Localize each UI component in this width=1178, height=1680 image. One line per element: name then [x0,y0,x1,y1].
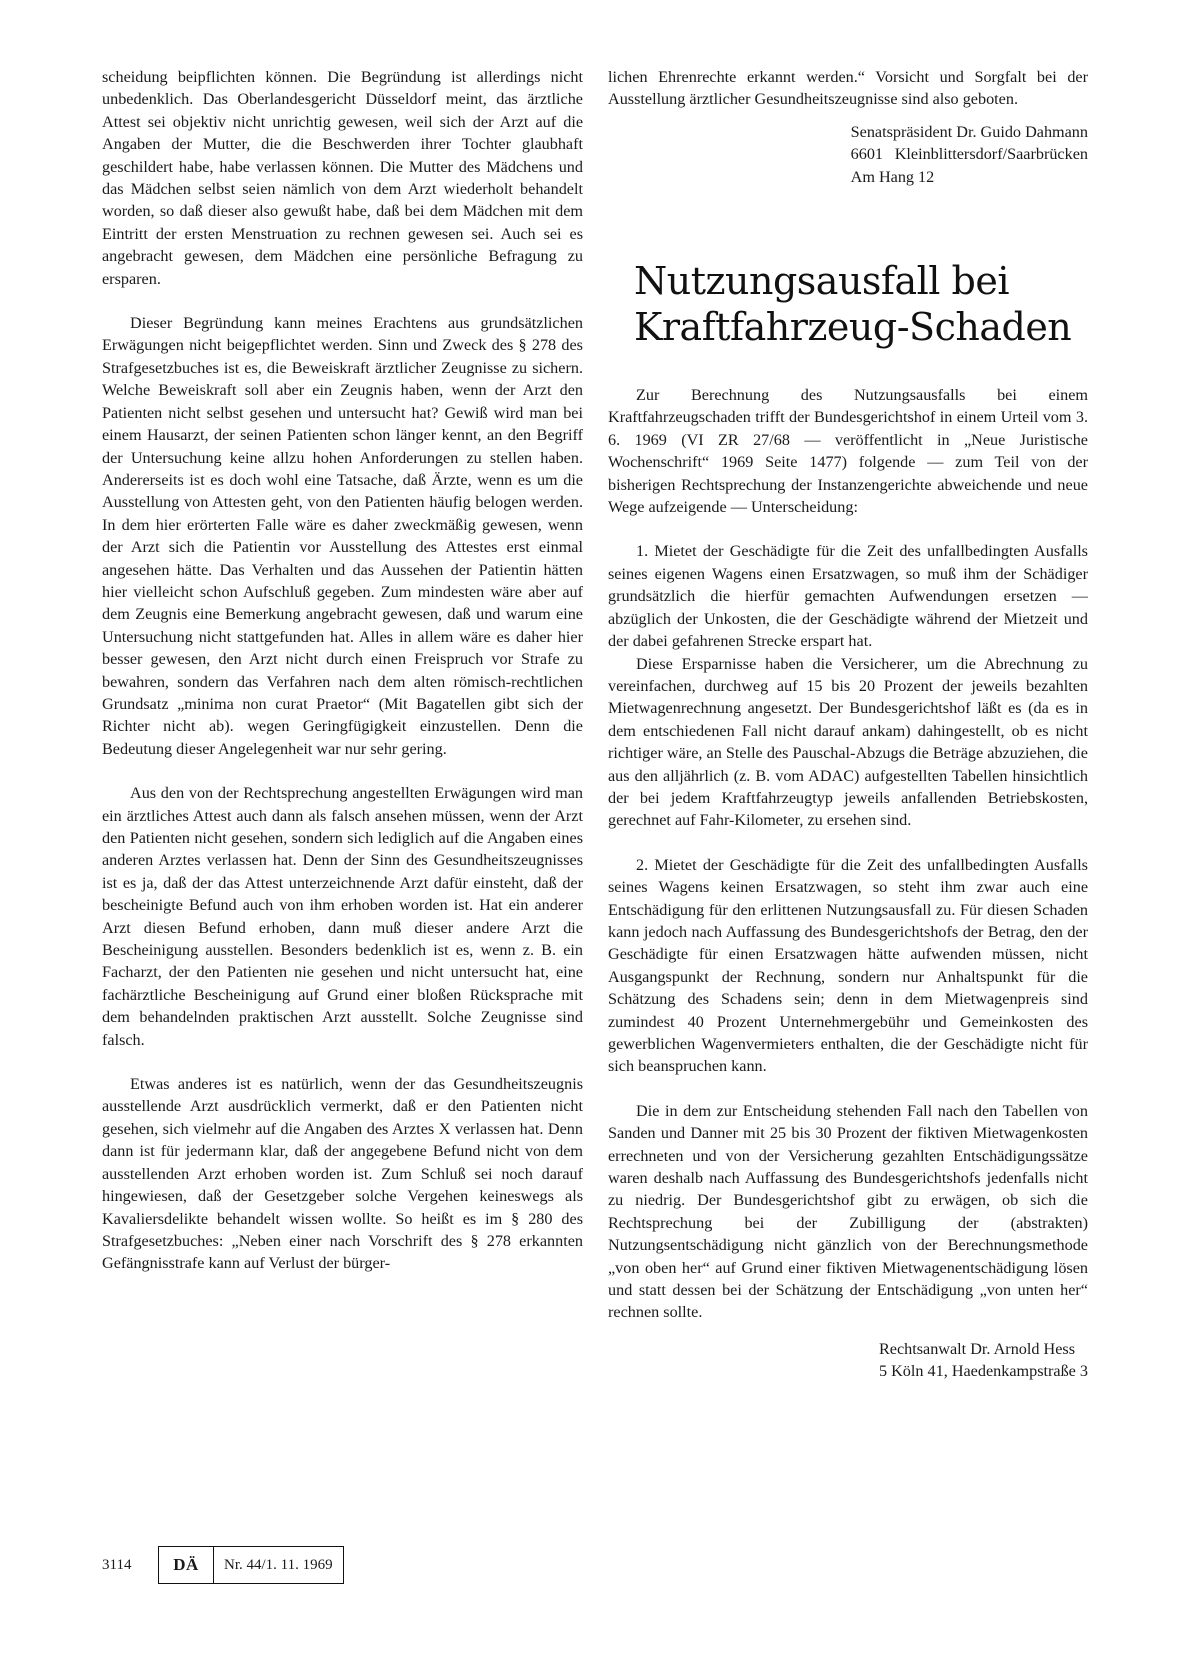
article-title [634,258,1088,350]
journal-logo: DÄ [159,1547,214,1583]
journal-box [158,1546,344,1584]
paragraph: 2. Mietet der Geschädigte für die Zeit des unfallbedingten Ausfalls seines Wagens keinen Ersatzwagen, so steht ihm zwar auch eine Entschädigung für den erlittenen Nutzungsausfall zu. Für diesen Schaden kann jedoch nach Auffassung des Bundesgerichtshofs der Betrag, den der Geschädigte für einen Ersatzwagen hätte aufwenden müssen, nicht Ausgangspunkt der Rechnung, sondern nur Anhaltspunkt für die Schätzung des Schadens sein; denn in dem Mietwagenpreis sind zumindest 40 Prozent Unternehmergebühr und Gemeinkosten des gewerblichen Wagenvermieters enthalten, die der Geschädigte nicht für sich beanspruchen kann. [608,855,1088,1076]
article-title-line: Kraftfahrzeug-Schaden [634,305,1072,350]
paragraph: 1. Mietet der Geschädigte für die Zeit des unfallbedingten Ausfalls seines eigenen Wagens einen Ersatzwagen, so muß ihm der Schädiger grundsätzlich die hierfür gemachten Aufwendungen ersetzen — abzüglich der Unkosten, die der Geschädigte während der Mietzeit und der dabei gefahrenen Strecke erspart hat. [608,542,1088,651]
author-name: Senatspräsident Dr. Guido Dahmann [850,122,1088,141]
author-signature [608,121,1088,188]
article-title-line: Nutzungsausfall bei [634,259,1009,304]
page-number: 3114 [102,1556,132,1573]
author-name: Rechtsanwalt Dr. Arnold Hess [878,1339,1075,1358]
issue-label: Nr. 44/1. 11. 1969 [224,1556,333,1573]
paragraph: Diese Ersparnisse haben die Versicherer, um die Abrechnung zu vereinfachen, durchweg auf 15 bis 20 Prozent der jeweils bezahlten Mietwagenrechnung angesetzt. Der Bundesgerichtshof läßt es (da es in dem entschiedenen Fall nicht darauf ankam) dahingestellt, ob es nicht richtiger wäre, an Stelle des Pauschal-Abzugs die Beträge abzuziehen, die aus den alljährlich (z. B. vom ADAC) aufgestellten Tabellen hinsichtlich der bei jedem Kraftfahrzeugtyp jeweils anfallenden Betriebskosten, gerechnet auf Fahr-Kilometer, zu ersehen sind. [608,654,1088,830]
paragraph-continuation: lichen Ehrenrechte erkannt werden.“ Vorsicht und Sorgfalt bei der Ausstellung ärztlicher Gesundheitszeugnisse sind also geboten. [608,68,1088,109]
paragraph: Die in dem zur Entscheidung stehenden Fall nach den Tabellen von Sanden und Danner mit 25 bis 30 Prozent der fiktiven Mietwagenkosten errechneten und von der Versicherung gezahlten Entschädigungssätze waren deshalb nach Auffassung des Bundesgerichtshofs jedenfalls nicht zu niedrig. Der Bundesgerichtshof gibt zu erwägen, ob sich die Rechtsprechung bei der Zubilligung der (abstrakten) Nutzungsentschädigung nicht gänzlich von der Berechnungsmethode „von oben her“ auf Grund einer fiktiven Mietwagenentschädigung lösen und statt dessen bei der Schätzung der Entschädigung „von unten her“ rechnen sollte. [608,1101,1088,1322]
author-signature [608,1338,1088,1383]
paragraph: Aus den von der Rechtsprechung angestellten Erwägungen wird man ein ärztliches Attest auch dann als falsch ansehen müssen, wenn der Arzt den Patienten nicht gesehen, sondern sich lediglich auf die Angaben eines anderen Arztes verlassen hat. Denn der Sinn des Gesundheitszeugnisses ist es ja, daß der das Attest unterzeichnende Arzt dafür einsteht, daß der bescheinigte Befund auch von ihm erhoben worden ist. Hat ein anderer Arzt diesen Befund erhoben, dann muß dieser andere Arzt die Bescheinigung ausstellen. Besonders bedenklich ist es, wenn z. B. ein Facharzt, der den Patienten nie gesehen und nicht untersucht hat, eine fachärztliche Bescheinigung auf Grund einer bloßen Rücksprache mit dem behandelnden praktischen Arzt ausstellt. Solche Zeugnisse sind falsch. [102,784,583,1049]
author-address: 6601 Kleinblittersdorf/Saarbrücken [850,145,1088,164]
paragraph: Dieser Begründung kann meines Erachtens aus grundsätzlichen Erwägungen nicht beigepflichtet werden. Sinn und Zweck des § 278 des Strafgesetzbuches ist es, die Beweiskraft ärztlicher Zeugnisse zu sichern. Welche Beweiskraft soll aber ein Zeugnis haben, wenn der Arzt den Patienten nicht selbst gesehen und untersucht hat? Gewiß wird man bei einem Hausarzt, der seinen Patienten schon länger kennt, an den Begriff der Untersuchung keine allzu hohen Anforderungen zu stellen haben. Andererseits ist es doch wohl eine Tatsache, daß Ärzte, wenn es um die Ausstellung von Attesten geht, von den Patienten häufig belogen werden. In dem hier erörterten Falle wäre es daher zweckmäßig gewesen, wenn der Arzt sich die Patientin vor Ausstellung des Attestes erst einmal angesehen hätte. Das Verhalten und das Aussehen der Patientin hätten hier vielleicht schon Aufschluß gegeben. Zum mindesten wäre aber auf dem Zeugnis eine Bemerkung angebracht gewesen, daß und warum eine Untersuchung nicht stattgefunden hat. Alles in allem wäre es daher hier besser gewesen, den Arzt nicht durch einen Freispruch vor Strafe zu bewahren, sondern das Verfahren nach dem alten römisch-rechtlichen Grundsatz „minima non curat Praetor“ (Mit Bagatellen gibt sich der Richter nicht ab). wegen Geringfügigkeit einzustellen. Denn die Bedeutung dieser Angelegenheit war nur sehr gering. [102,314,583,758]
author-address: 5 Köln 41, Haedenkampstraße 3 [878,1362,1088,1381]
paragraph: Etwas anderes ist es natürlich, wenn der das Gesundheitszeugnis ausstellende Arzt ausdrücklich vermerkt, daß er den Patienten nicht gesehen, sich vielmehr auf die Angaben des Arztes X verlassen hat. Denn dann ist für jedermann klar, daß der angegebene Befund nicht von dem ausstellenden Arzt erhoben worden ist. Zum Schluß sei noch darauf hingewiesen, daß der Gesetzgeber solche Vergehen keineswegs als Kavaliersdelikte behandelt wissen wollte. So heißt es im § 280 des Strafgesetzbuches: „Neben einer nach Vorschrift des § 278 erkannten Gefängnisstrafe kann auf Verlust der bürger- [102,1075,583,1273]
page-footer [102,1546,344,1584]
author-street: Am Hang 12 [850,167,935,186]
paragraph: Zur Berechnung des Nutzungsausfalls bei einem Kraftfahrzeugschaden trifft der Bundesgerichtshof in einem Urteil vom 3. 6. 1969 (VI ZR 27/68 — veröffentlicht in „Neue Juristische Wochenschrift“ 1969 Seite 1477) folgende — zum Teil von der bisherigen Rechtsprechung der Instanzengerichte abweichende und neue Wege aufzeigende — Unterscheidung: [608,386,1088,517]
paragraph: scheidung beipflichten können. Die Begründung ist allerdings nicht unbedenklich. Das Oberlandesgericht Düsseldorf meint, das ärztliche Attest sei objektiv nicht unrichtig gewesen, weil sich der Arzt auf die Angaben der Mutter, die die Beschwerden ihrer Tochter glaubhaft geschildert habe, habe verlassen können. Die Mutter des Mädchens und das Mädchen selbst seien nämlich von dem Arzt wiederholt behandelt worden, so daß dieser also gewußt habe, daß bei dem Mädchen mit dem Eintritt der ersten Menstruation zu rechnen gewesen sei. Auch sei es angebracht gewesen, dem Mädchen eine persönliche Befragung zu ersparen. [102,68,583,288]
right-column [608,66,1088,1383]
left-column [102,66,583,1275]
